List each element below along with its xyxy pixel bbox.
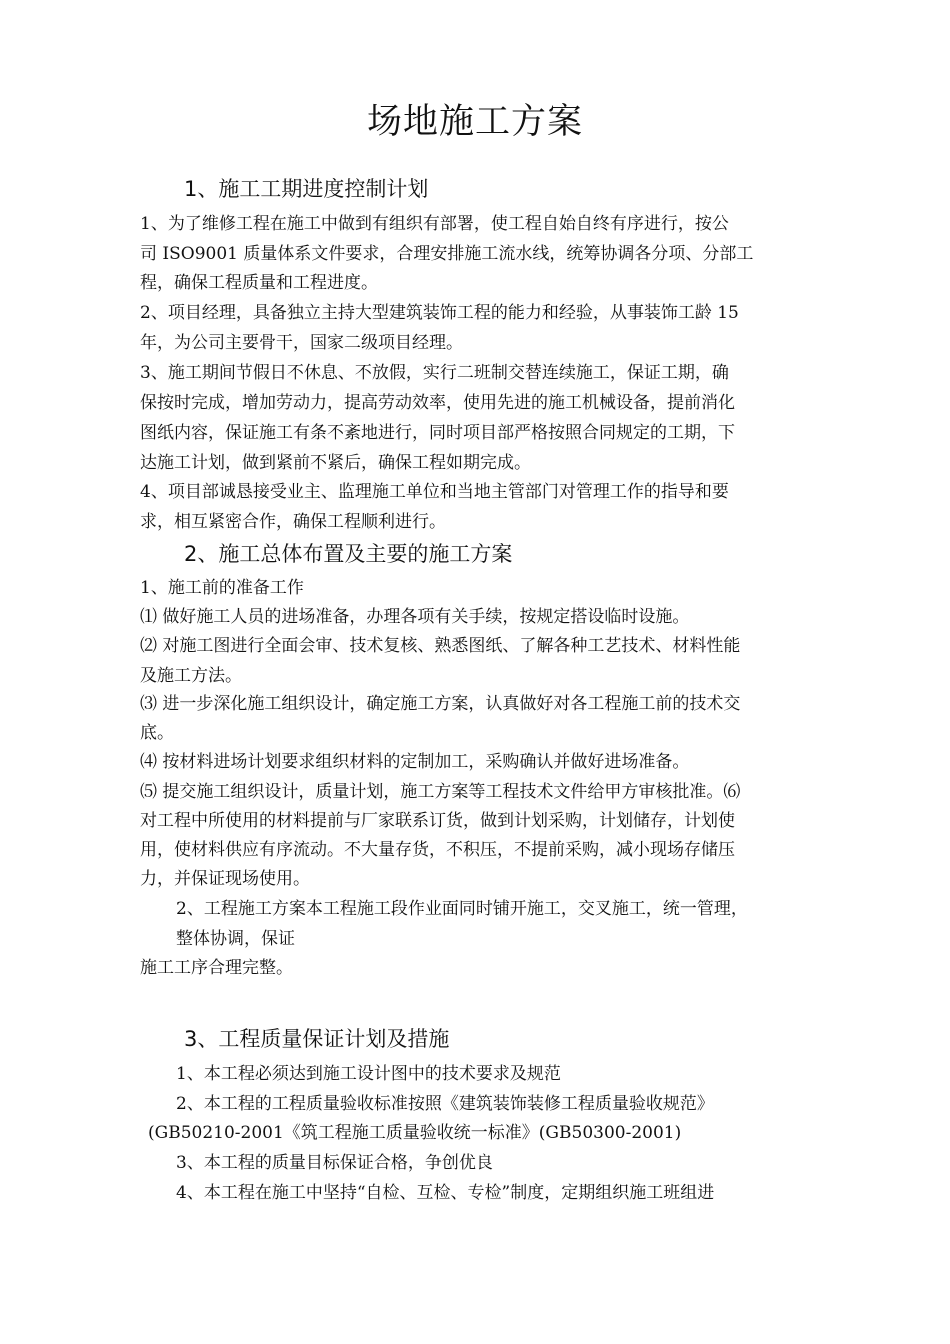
section-2-line: 底。 <box>140 723 174 743</box>
section-2-heading: 2、施工总体布置及主要的施工方案 <box>184 542 513 566</box>
section-1-line: 年，为公司主要骨干，国家二级项目经理。 <box>140 333 463 353</box>
section-1-line: 1、为了维修工程在施工中做到有组织有部署，使工程自始自终有序进行，按公 <box>140 214 729 234</box>
document-title: 场地施工方案 <box>366 102 583 142</box>
section-1-line: 达施工计划，做到紧前不紧后，确保工程如期完成。 <box>140 453 531 473</box>
section-2-line: 1、施工前的准备工作 <box>140 578 304 598</box>
section-1-line: 3、施工期间节假日不休息、不放假，实行二班制交替连续施工，保证工期，确 <box>140 363 729 383</box>
section-2-line: 力，并保证现场使用。 <box>140 869 310 889</box>
section-1-line: 程，确保工程质量和工程进度。 <box>140 273 378 293</box>
section-2-line: 及施工方法。 <box>140 666 242 686</box>
section-3-line: 4、本工程在施工中坚持“自检、互检、专检”制度，定期组织施工班组进 <box>176 1183 715 1203</box>
section-2-line: ⑴ 做好施工人员的进场准备，办理各项有关手续，按规定搭设临时设施。 <box>140 607 690 627</box>
section-3-line: 3、本工程的质量目标保证合格，争创优良 <box>176 1153 493 1173</box>
section-1-line: 保按时完成，增加劳动力，提高劳动效率，使用先进的施工机械设备，提前消化 <box>140 393 735 413</box>
section-3-line: 2、本工程的工程质量验收标准按照《建筑装饰装修工程质量验收规范》 <box>176 1094 714 1114</box>
section-1-line: 2、项目经理，具备独立主持大型建筑装饰工程的能力和经验，从事装饰工龄 15 <box>140 303 739 323</box>
section-1-line: 图纸内容，保证施工有条不紊地进行，同时项目部严格按照合同规定的工期，下 <box>140 423 735 443</box>
section-3-line: (GB50210-2001《筑工程施工质量验收统一标准》(GB50300-2001) <box>148 1123 682 1143</box>
section-2-line: ⑵ 对施工图进行全面会审、技术复核、熟悉图纸、了解各种工艺技术、材料性能 <box>140 636 741 656</box>
section-2-line: ⑶ 进一步深化施工组织设计，确定施工方案，认真做好对各工程施工前的技术交 <box>140 694 741 714</box>
section-1-line: 求，相互紧密合作，确保工程顺利进行。 <box>140 512 446 532</box>
section-2-line: ⑷ 按材料进场计划要求组织材料的定制加工，采购确认并做好进场准备。 <box>140 752 690 772</box>
section-1-heading: 1、施工工期进度控制计划 <box>184 177 429 201</box>
section-2-line: 对工程中所使用的材料提前与厂家联系订货，做到计划采购，计划储存，计划使 <box>140 811 735 831</box>
section-2-line: 整体协调，保证 <box>176 929 295 949</box>
section-1-line: 司 ISO9001 质量体系文件要求，合理安排施工流水线，统筹协调各分项、分部工 <box>140 244 754 264</box>
section-3-line: 1、本工程必须达到施工设计图中的技术要求及规范 <box>176 1064 561 1084</box>
section-2-line: 2、工程施工方案本工程施工段作业面同时铺开施工，交叉施工，统一管理， <box>176 899 748 919</box>
section-1-line: 4、项目部诚恳接受业主、监理施工单位和当地主管部门对管理工作的指导和要 <box>140 482 729 502</box>
section-2-line: 施工工序合理完整。 <box>140 958 293 978</box>
section-2-line: ⑸ 提交施工组织设计，质量计划，施工方案等工程技术文件给甲方审核批准。⑹ <box>140 782 741 802</box>
section-3-heading: 3、工程质量保证计划及措施 <box>184 1027 450 1051</box>
section-2-line: 用，使材料供应有序流动。不大量存货，不积压，不提前采购，减小现场存储压 <box>140 840 735 860</box>
